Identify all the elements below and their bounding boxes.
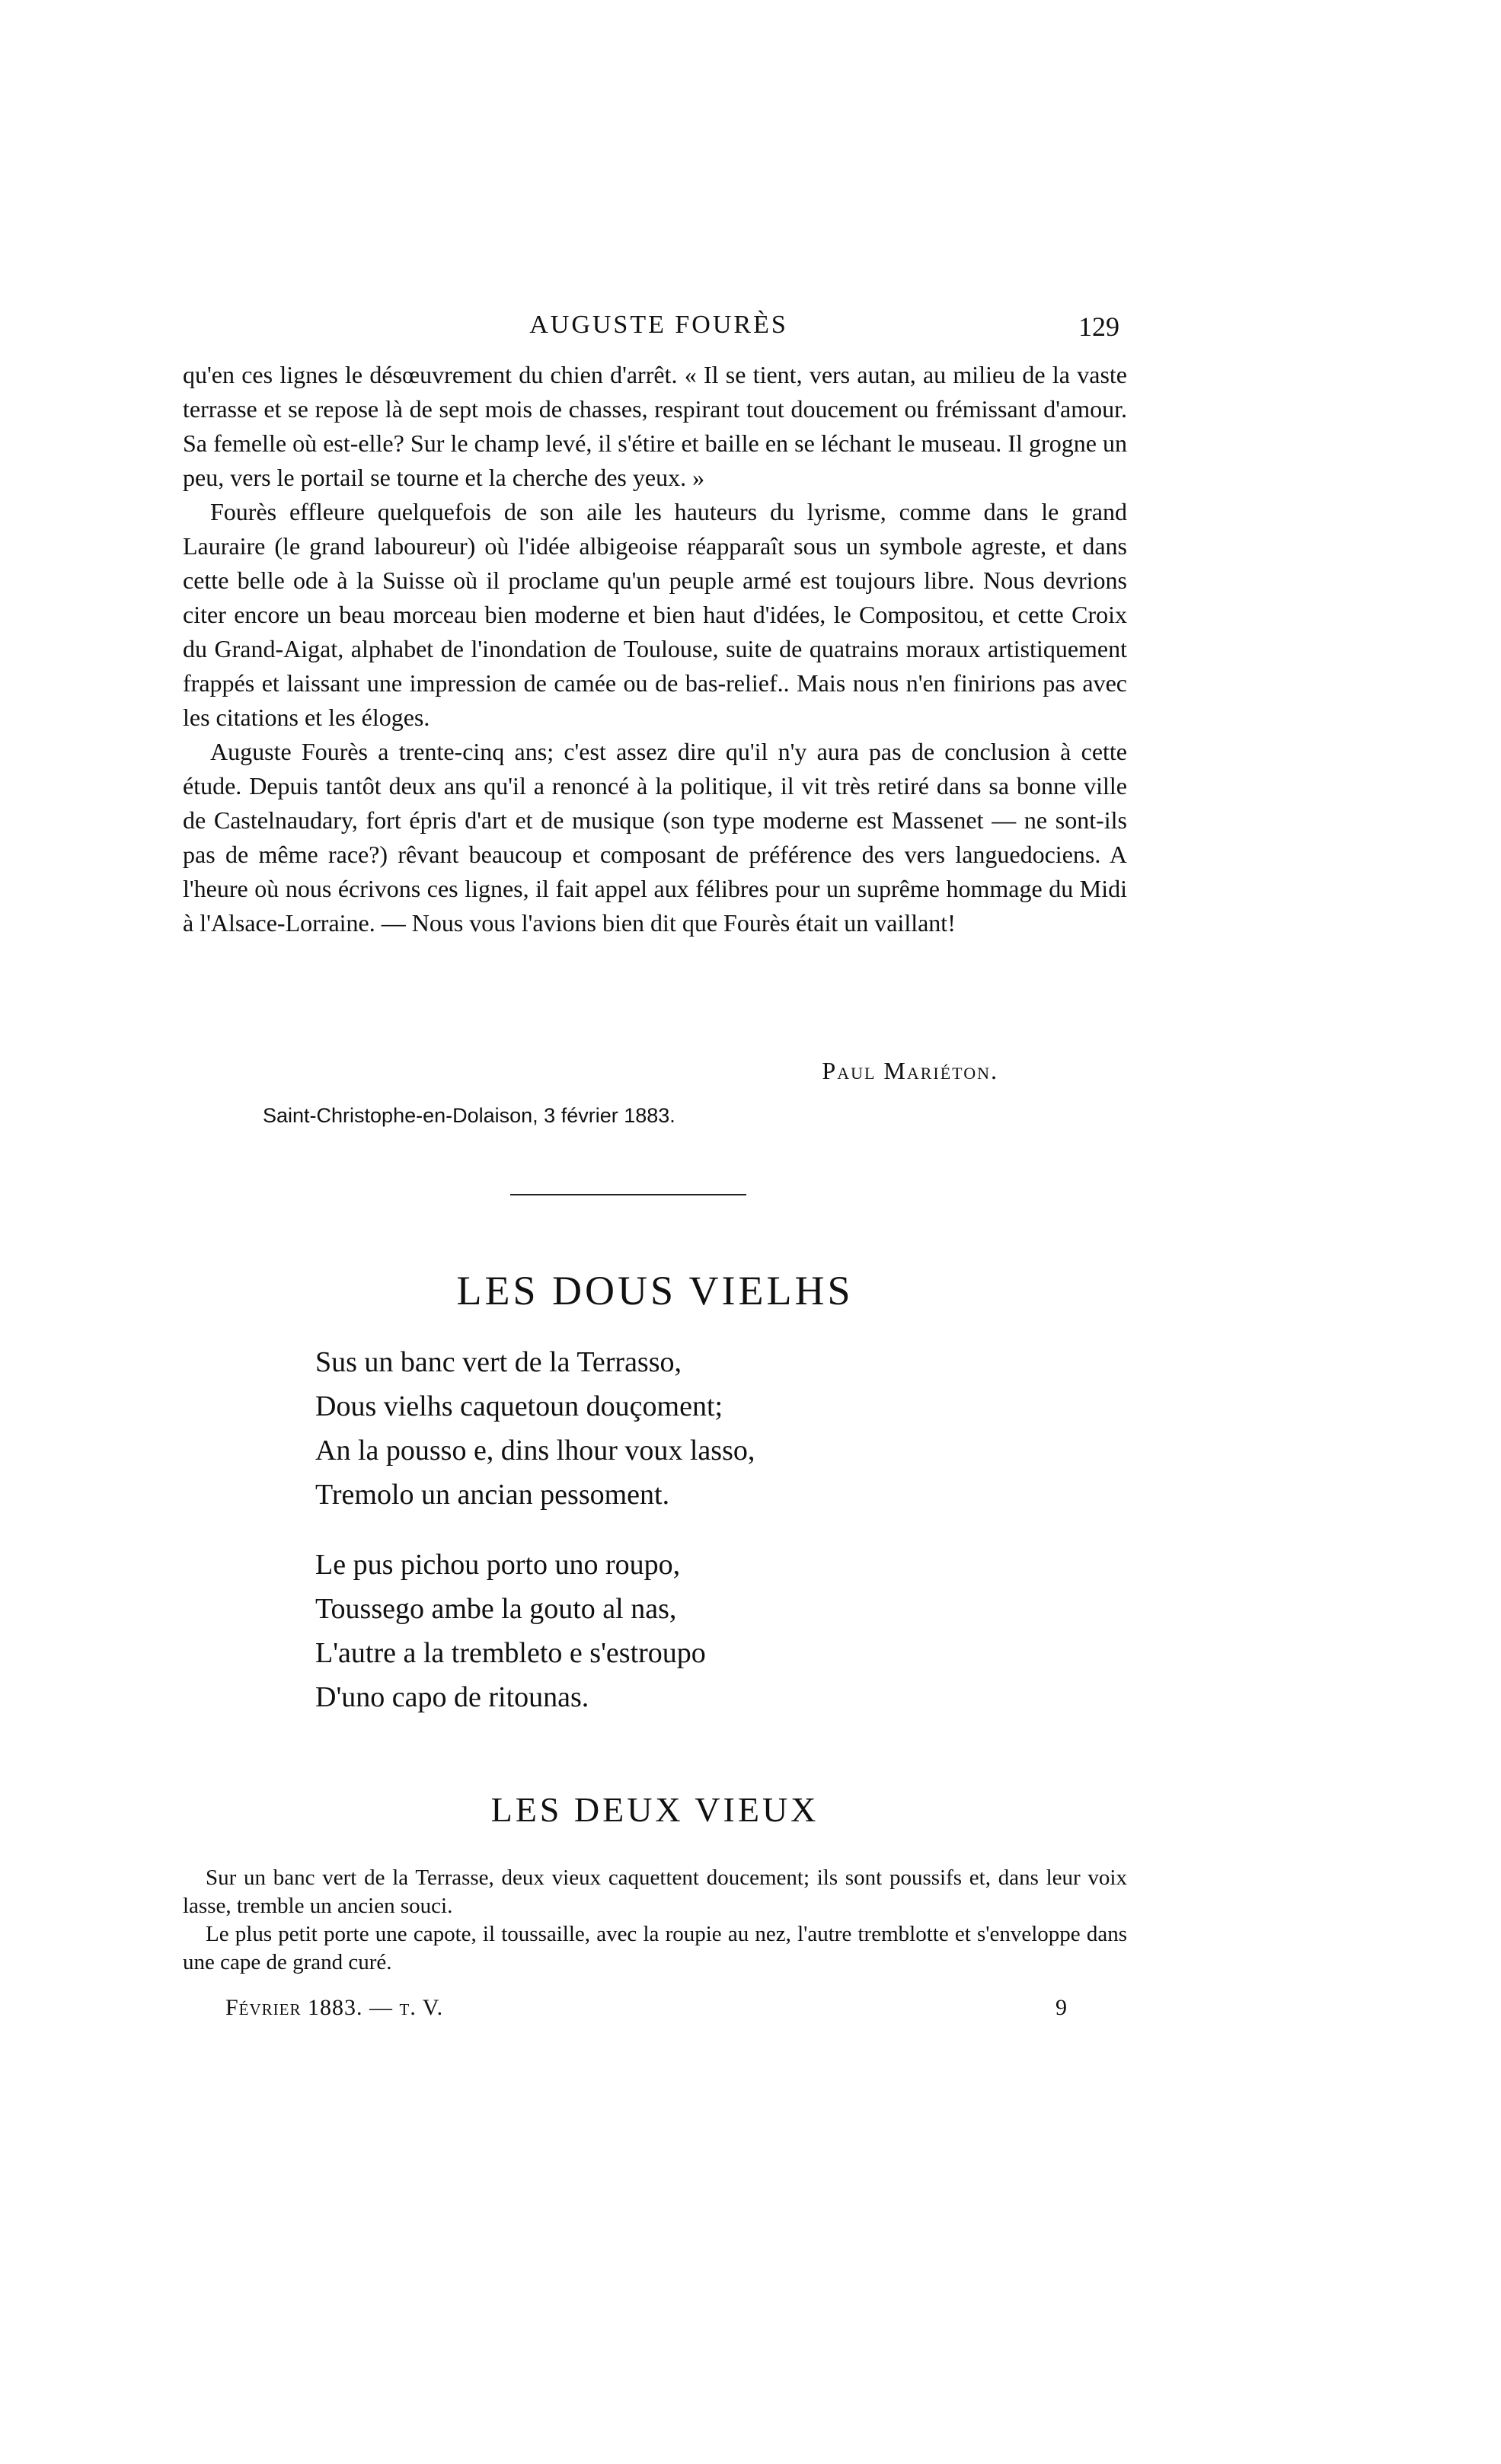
issue-line: Février 1883. — t. V. xyxy=(225,1995,444,2020)
page-number: 129 xyxy=(1078,311,1119,342)
verse-line: Dous vielhs caquetoun douçoment; xyxy=(315,1390,723,1422)
verse-line: D'uno capo de ritounas. xyxy=(315,1681,589,1713)
verse-line: An la pousso e, dins lhour voux lasso, xyxy=(315,1435,755,1467)
page-header xyxy=(183,311,1135,349)
poem-title-occitan: LES DOUS VIELHS xyxy=(456,1268,854,1313)
paragraph: qu'en ces lignes le désœuvrement du chien d'arrêt. « Il se tient, vers autan, au milieu de la vaste terrasse et se repose là de sept mois de chasses, respirant tout doucement ou frémissant d'amour. Sa femelle où est-elle? Sur le champ levé, il s'étire et baille en se léchant le museau. Il grogne un peu, vers le portail se tourne et la cherche des yeux. » xyxy=(183,361,1127,491)
poem-occitan xyxy=(315,1340,1077,1745)
paragraph: Fourès effleure quelquefois de son aile les hauteurs du lyrisme, comme dans le grand Lauraire (le grand laboureur) où l'idée albigeoise réapparaît sous un symbole agreste, et dans cette belle ode à la Suisse où il proclame qu'un peuple armé est toujours libre. Nous devrions citer encore un beau morceau bien moderne et bien haut d'idées, le Compositou, et cette Croix du Grand-Aigat, alphabet de l'inondation de Toulouse, suite de quatrains moraux artistiquement frappés et laissant une impression de camée ou de bas-relief.. Mais nous n'en finirions pas avec les citations et les éloges. xyxy=(183,498,1127,731)
running-title: AUGUSTE FOURÈS xyxy=(529,311,788,339)
verse-line: Toussego ambe la gouto al nas, xyxy=(315,1593,677,1625)
page-footer xyxy=(183,1995,1127,2033)
translation-paragraph: Sur un banc vert de la Terrasse, deux vieux caquettent doucement; ils sont poussifs et, dans leur voix lasse, tremble un ancien souci. xyxy=(183,1866,1127,1918)
article-body xyxy=(183,358,1127,940)
stanza xyxy=(315,1543,1077,1719)
paragraph: Auguste Fourès a trente-cinq ans; c'est assez dire qu'il n'y aura pas de conclusion à cette étude. Depuis tantôt deux ans qu'il a renoncé à la politique, il vit très retiré dans sa bonne ville de Castelnaudary, fort épris d'art et de musique (son type moderne est Massenet — ne sont-ils pas de même race?) rêvant beaucoup et composant de préférence des vers languedociens. A l'heure où nous écrivons ces lignes, il fait appel aux félibres pour un suprême hommage du Midi à l'Alsace-Lorraine. — Nous vous l'avions bien dit que Fourès était un vaillant! xyxy=(183,738,1127,937)
signature-mark: 9 xyxy=(1055,1995,1067,2020)
verse-line: Tremolo un ancian pessoment. xyxy=(315,1479,670,1511)
section-divider xyxy=(510,1194,746,1195)
verse-line: Le pus pichou porto uno roupo, xyxy=(315,1549,681,1581)
french-translation xyxy=(183,1864,1127,1977)
translation-paragraph: Le plus petit porte une capote, il toussaille, avec la roupie au nez, l'autre tremblotte et s'enveloppe dans une cape de grand curé. xyxy=(183,1922,1127,1974)
dateline: Saint-Christophe-en-Dolaison, 3 février 1883. xyxy=(263,1104,675,1127)
author-signature: Paul Mariéton. xyxy=(822,1057,998,1084)
verse-line: L'autre a la trembleto e s'estroupo xyxy=(315,1637,706,1669)
verse-line: Sus un banc vert de la Terrasso, xyxy=(315,1346,682,1378)
poem-title-french: LES DEUX VIEUX xyxy=(490,1790,819,1829)
stanza xyxy=(315,1340,1077,1517)
